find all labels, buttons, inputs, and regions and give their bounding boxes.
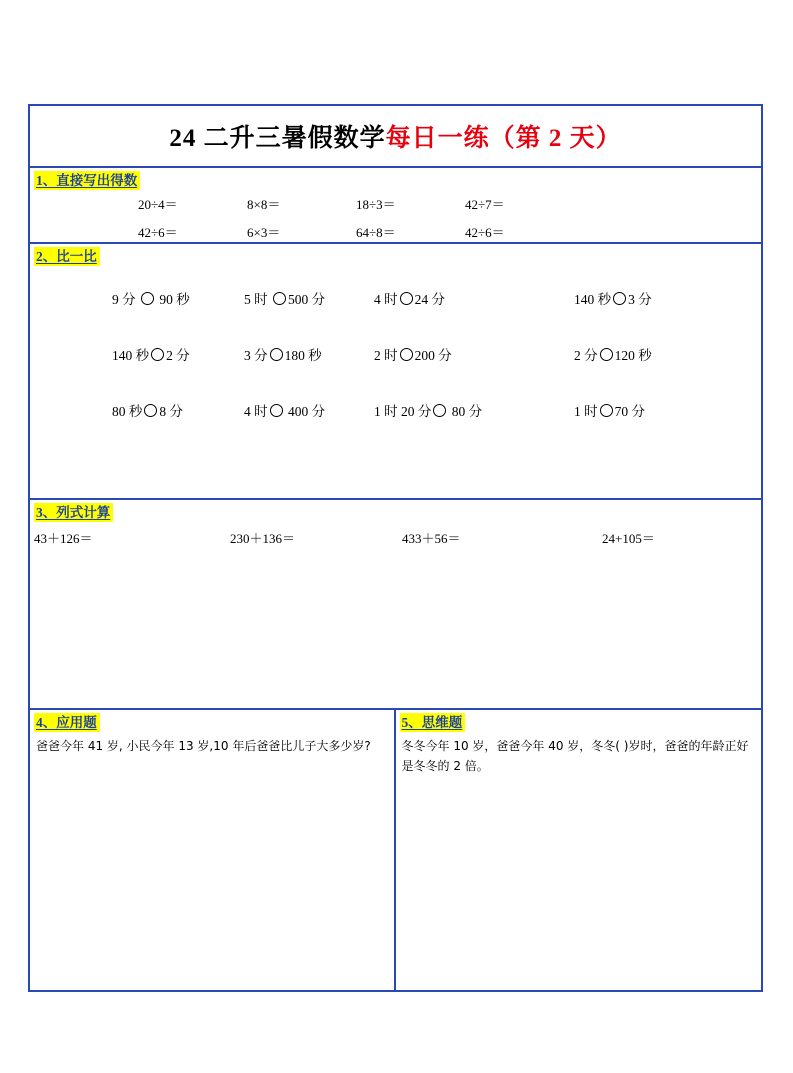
section-4 (30, 710, 396, 990)
compare-left: 80 秒 (112, 404, 143, 419)
compare-right: 120 秒 (614, 348, 652, 363)
section-4-heading: 4、应用题 (34, 713, 100, 732)
section-3 (30, 500, 761, 710)
circle-blank-icon (144, 404, 157, 417)
compare-cell (574, 400, 734, 420)
compare-left: 2 分 (574, 348, 598, 363)
section-4-text: 爸爸今年 41 岁, 小民今年 13 岁,10 年后爸爸比儿子大多少岁? (36, 739, 371, 753)
compare-left: 140 秒 (574, 292, 612, 307)
compare-left: 9 分 (112, 292, 136, 307)
compare-left: 2 时 (374, 348, 398, 363)
compare-cell (374, 288, 574, 308)
section-2-heading: 2、比一比 (34, 247, 100, 266)
section-3-problems (30, 528, 761, 547)
problem-cell: 24+105＝ (602, 531, 655, 546)
compare-cell (112, 400, 244, 420)
compare-right: 2 分 (166, 348, 190, 363)
circle-blank-icon (600, 348, 613, 361)
section-5-heading: 5、思维题 (400, 713, 466, 732)
compare-cell (112, 344, 244, 364)
problem-cell: 230＋136＝ (230, 531, 296, 546)
compare-right: 200 分 (414, 348, 452, 363)
compare-right: 70 分 (614, 404, 645, 419)
title-row (30, 106, 761, 168)
compare-left: 140 秒 (112, 348, 150, 363)
compare-left: 4 时 (244, 404, 268, 419)
compare-left: 1 时 20 分 (374, 404, 432, 419)
problem-cell: 42÷6＝ (138, 225, 178, 240)
problem-cell: 433＋56＝ (402, 531, 461, 546)
problem-cell: 64÷8＝ (356, 225, 396, 240)
compare-cell (112, 288, 244, 308)
compare-row (30, 288, 761, 308)
compare-left: 3 分 (244, 348, 268, 363)
circle-blank-icon (141, 292, 154, 305)
compare-cell (244, 400, 374, 420)
problem-cell: 43＋126＝ (34, 531, 93, 546)
problem-cell: 6×3＝ (247, 225, 281, 240)
problem-row (30, 194, 761, 213)
compare-left: 4 时 (374, 292, 398, 307)
compare-cell (574, 344, 734, 364)
compare-cell (374, 400, 574, 420)
compare-right: 400 分 (284, 404, 326, 419)
title-black-part: 24 二升三暑假数学 (169, 125, 386, 152)
circle-blank-icon (433, 404, 446, 417)
circle-blank-icon (400, 348, 413, 361)
circle-blank-icon (151, 348, 164, 361)
circle-blank-icon (400, 292, 413, 305)
circle-blank-icon (600, 404, 613, 417)
compare-left: 5 时 (244, 292, 268, 307)
title-red-part: 每日一练（第 2 天） (385, 125, 622, 152)
problem-cell: 18÷3＝ (356, 197, 396, 212)
compare-cell (244, 288, 374, 308)
section-1-problems (30, 194, 761, 241)
section-3-heading: 3、列式计算 (34, 503, 113, 522)
compare-right: 90 秒 (159, 292, 190, 307)
circle-blank-icon (270, 404, 283, 417)
problem-row (30, 222, 761, 241)
compare-right: 24 分 (414, 292, 445, 307)
compare-left: 1 时 (574, 404, 598, 419)
compare-cell (374, 344, 574, 364)
section-5-text: 冬冬今年 10 岁，爸爸今年 40 岁，冬冬( )岁时，爸爸的年龄正好是冬冬的 2 倍。 (401, 739, 749, 773)
section-1-heading: 1、直接写出得数 (34, 171, 140, 190)
section-5 (396, 710, 762, 990)
problem-cell: 8×8＝ (247, 197, 281, 212)
compare-row (30, 400, 761, 420)
compare-right: 80 分 (448, 404, 483, 419)
compare-right: 180 秒 (284, 348, 322, 363)
compare-cell (244, 344, 374, 364)
circle-blank-icon (613, 292, 626, 305)
compare-right: 500 分 (288, 292, 326, 307)
section-2-problems (30, 288, 761, 420)
problem-cell: 20÷4＝ (138, 197, 178, 212)
section-4-5-row (30, 710, 761, 990)
compare-right: 8 分 (159, 404, 183, 419)
worksheet-table (28, 104, 763, 992)
circle-blank-icon (273, 292, 286, 305)
problem-cell: 42÷7＝ (465, 197, 505, 212)
compare-right: 3 分 (628, 292, 652, 307)
section-2 (30, 244, 761, 500)
section-1 (30, 168, 761, 244)
compare-row (30, 344, 761, 364)
circle-blank-icon (270, 348, 283, 361)
page-title (169, 118, 621, 154)
problem-cell: 42÷6＝ (465, 225, 505, 240)
compare-cell (574, 288, 734, 308)
